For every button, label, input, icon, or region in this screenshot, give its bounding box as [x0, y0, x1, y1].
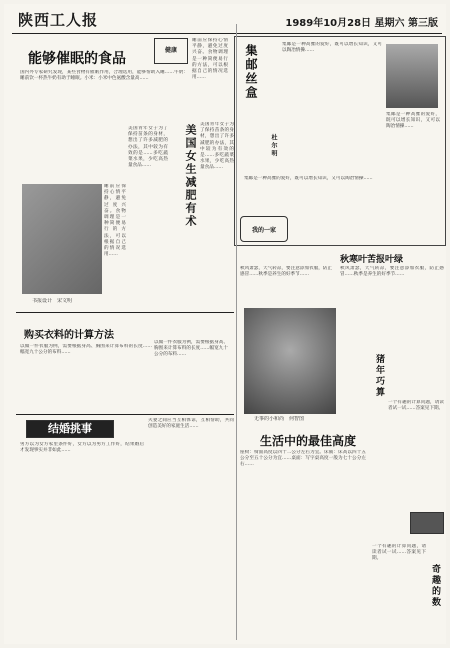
interesting-number-title: 奇趣的数: [430, 564, 440, 608]
stamp-column-title: 集邮丝盒: [244, 44, 258, 100]
newspaper-page: [4, 4, 446, 644]
marriage-article-body-cont: 夫妻之间应当互相体谅，互相帮助，共同创造美好的家庭生活……: [148, 418, 234, 430]
autumn-article-body-right: 秋风萧瑟，天气转凉，要注意添加衣服，防止感冒……秋季是养生的好季节……: [340, 266, 444, 278]
food-article-body: 国内外专家研究发现，某些食物有催眠作用，合理选用，能够帮助入睡……牛奶：睡前饮一杯热牛奶有助于睡眠。小米：小米中色氨酸含量高……: [20, 70, 188, 82]
diet-article-title: 美国女生减肥有术: [184, 124, 197, 228]
pig-year-body: 一个有趣的计算问题，请读者试一试……答案见下期。: [388, 400, 444, 412]
autumn-article-title: 秋寒叶苦报叶绿: [340, 255, 404, 265]
food-article-title: 能够催眠的食品: [28, 51, 126, 67]
height-article-title: 生活中的最佳高度: [260, 434, 357, 448]
illustration-side-text: 睡前应保持心情平静，避免过度兴奋。食物调理是一种简便易行的方法，可以根据自己的情况选用……: [104, 184, 126, 258]
marriage-article-body: 男方以为女方家里条件好，女方以为男方工作好，结果婚后才发现事实并非如此……: [20, 442, 144, 454]
diet-article-body-right: 美国青年女子为了保持苗条的身材，想出了许多减肥的办法，其中较为有效的是……多吃蔬菜水果，少吃高热量食品……: [200, 122, 234, 171]
my-family-box: [240, 216, 288, 242]
divider: [16, 312, 234, 313]
interesting-number-body: 一个有趣的计算问题，请读者试一试……答案见下期。: [372, 544, 426, 562]
stamp-column-lower: 集邮是一种高雅的爱好，既可以增长知识，又可以陶冶情操……: [244, 176, 373, 181]
fabric-article-title: 购买衣料的计算方法: [24, 330, 114, 341]
height-article-body: 座椅：椅面高度以四十二公分左右为宜。床铺：床高以四十五公分至五十公分为宜……桌面：写字桌高度一般为七十公分左右……: [240, 450, 366, 468]
small-stamp-image: [410, 512, 444, 534]
marriage-article-title: 结婚挑事: [26, 420, 114, 438]
health-tag: [154, 38, 188, 64]
autumn-article-body: 秋风萧瑟，天气转凉，要注意添加衣服，防止感冒……秋季是养生的好季节……: [240, 266, 332, 278]
masthead: [12, 8, 442, 34]
column-divider: [236, 24, 237, 640]
stamp-column-side: 集邮是一种高雅的爱好，既可以增长知识，又可以陶冶情操……: [386, 112, 440, 130]
newspaper-name: 陕西工人报: [18, 11, 99, 29]
issue-date: 1989年10月28日 星期六 第三版: [285, 18, 438, 29]
fabric-article-body: 以做一件衣服为例，需要根据身高、胸围来计算布料的长度……幅宽九十公分的布料……: [20, 344, 152, 356]
stamp-column-body: 集邮是一种高雅的爱好，既可以增长知识，又可以陶冶情操……: [282, 42, 382, 54]
health-tag-label: 健康: [164, 47, 177, 54]
monk-photo-caption: 无事的小和尚 何智图: [254, 416, 305, 422]
food-article-body-cont: 睡前应保持心情平静，避免过度兴奋。食物调理是一种简便易行的方法，可以根据自己的情况选用……: [192, 38, 228, 81]
illustration-caption: 书报设计 宋文明: [32, 298, 73, 304]
monk-photo: [244, 308, 336, 414]
pig-year-title: 猪年巧算: [374, 354, 384, 398]
fabric-article-body-cont: 以做一件衣服为例，需要根据身高、胸围来计算布料的长度……幅宽九十公分的布料……: [154, 340, 228, 358]
portrait-photo: [386, 44, 438, 108]
my-family-title: 我的一家: [251, 227, 276, 234]
illustration-image: [22, 184, 102, 294]
diet-article-body-left: 美国青年女子为了保持苗条的身材，想出了许多减肥的办法，其中较为有效的是……多吃蔬菜水果，少吃高热量食品……: [128, 126, 168, 169]
stamp-column-author: 杜尔明: [270, 134, 277, 158]
divider: [16, 414, 234, 415]
